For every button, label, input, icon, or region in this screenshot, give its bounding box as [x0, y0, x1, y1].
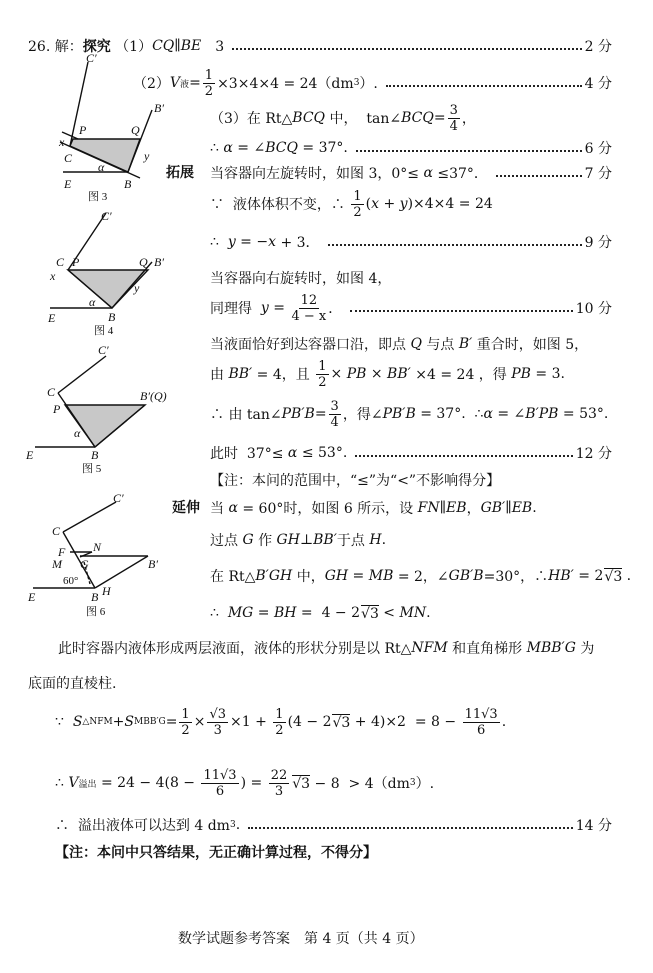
text-segment: S	[72, 714, 83, 730]
label-b: B	[108, 310, 116, 324]
text-segment: .	[622, 568, 632, 584]
text-segment: （2）	[133, 76, 170, 92]
label-e: E	[26, 448, 34, 462]
text-segment: ) =	[240, 775, 267, 791]
text-segment: 同理得	[210, 301, 261, 317]
denominator: 2	[181, 722, 190, 738]
text-segment: =	[348, 568, 369, 584]
text-segment: 和直角梯形	[447, 641, 527, 657]
text-segment: α	[287, 445, 298, 461]
text-segment: 9 分	[584, 235, 612, 251]
text-segment: 由	[210, 367, 229, 383]
text-segment: 作	[253, 533, 277, 549]
label-y: y	[144, 149, 150, 163]
label-c-prime: C′	[98, 343, 109, 357]
label-h: H	[102, 584, 111, 598]
figure-3-drawing	[60, 62, 152, 178]
text-segment: ×	[330, 366, 347, 382]
subscript: 溢出	[78, 779, 97, 790]
text-segment: PB′B	[281, 406, 315, 422]
text-segment: =	[165, 714, 178, 730]
numerator: 1	[204, 67, 214, 83]
numerator: 1	[275, 706, 284, 722]
numerator: 3	[330, 398, 339, 414]
text-segment: .	[501, 714, 507, 730]
label-e: E	[64, 177, 72, 191]
label-c-prime: C′	[101, 209, 112, 223]
text-segment: 中，	[292, 569, 325, 585]
figure-6-drawing	[33, 502, 148, 588]
text-segment: =30°，∴	[483, 569, 549, 585]
text-segment: ）.	[359, 76, 378, 92]
denominator: 2	[318, 374, 327, 390]
text-segment: = −	[235, 234, 269, 250]
text-segment: 14 分	[575, 818, 612, 834]
text-segment: Q	[410, 336, 422, 352]
label-c-prime: C′	[86, 51, 97, 65]
subscript: 液	[180, 79, 190, 90]
text-segment: = 2	[573, 568, 604, 584]
text-segment: 当液面恰好到达容器口沿，即点	[210, 337, 411, 353]
numerator: 11√3	[203, 767, 237, 783]
text-segment: ∴	[210, 140, 224, 156]
text-segment: x	[268, 234, 277, 250]
numerator: 22	[270, 767, 288, 783]
text-segment: 3	[201, 39, 225, 55]
text-segment: y	[399, 196, 408, 212]
text-segment: NFM	[411, 640, 448, 656]
label-n: N	[93, 540, 102, 554]
label-p: P	[72, 255, 80, 269]
text-segment: α	[423, 165, 433, 181]
text-segment: ∴	[210, 234, 228, 250]
label-alpha: α	[89, 295, 96, 309]
heading-expand: 拓展	[166, 165, 194, 181]
denominator: 3	[213, 722, 222, 738]
text-segment: =	[253, 605, 274, 621]
text-segment: GB′B	[448, 568, 484, 584]
figure-5-drawing	[35, 356, 145, 447]
text-segment: .	[381, 532, 387, 548]
label-b-prime: B′	[148, 557, 158, 571]
text-segment: FN∥EB	[417, 500, 467, 516]
text-segment: V	[68, 775, 79, 791]
text-segment: BCQ	[401, 110, 434, 126]
label-f: F	[58, 545, 66, 559]
text-segment: 4 分	[584, 76, 612, 92]
label-b: B	[91, 448, 99, 462]
text-segment: 12 分	[575, 446, 612, 462]
denominator: 3	[274, 783, 284, 799]
text-segment: 过点	[210, 533, 243, 549]
denominator: 6	[477, 722, 486, 738]
text-segment: 当	[210, 501, 229, 517]
denominator: 4 − x	[291, 308, 327, 324]
numerator: 1	[181, 706, 190, 722]
denominator: 4	[330, 414, 339, 430]
text-segment: ．	[328, 301, 343, 317]
text-segment: ）.	[415, 776, 435, 792]
text-segment: BH	[273, 605, 297, 621]
text-segment: ⊥	[299, 532, 314, 548]
denominator: 2	[204, 83, 214, 99]
label-e: E	[28, 590, 36, 604]
text-segment: = 4 − 2	[296, 605, 361, 621]
text-segment: 【注：本问的范围中，“≤”为“<”不影响得分】	[210, 473, 501, 489]
text-segment: MN	[399, 605, 427, 621]
label-x: x	[59, 135, 65, 149]
text-segment: + 3．	[276, 235, 320, 251]
text-segment: =	[189, 75, 201, 91]
square-root: √ 3	[361, 605, 379, 622]
text-segment: .	[532, 500, 537, 516]
text-segment: 当容器向右旋转时，如图 4，	[210, 271, 392, 287]
numerator: 3	[449, 102, 458, 118]
denominator: 4	[449, 118, 458, 134]
text-segment: ×	[366, 366, 388, 382]
text-segment: +	[112, 714, 125, 730]
label-c: C	[56, 255, 65, 269]
label-q: Q	[139, 255, 148, 269]
text-segment: ×	[193, 714, 206, 730]
text-segment: CQ∥BE	[152, 38, 202, 54]
text-segment: BB′	[228, 366, 253, 382]
text-segment: 探究	[82, 39, 111, 55]
text-segment: y	[260, 300, 269, 316]
numerator: 12	[300, 292, 318, 308]
superscript: 3	[353, 78, 360, 88]
text-segment: GB′∥EB	[480, 500, 533, 516]
figure-5-caption: 图 5	[82, 463, 102, 475]
text-segment: =	[268, 300, 290, 316]
text-segment: = 37°. ∴	[415, 406, 484, 422]
text-segment: (	[365, 196, 372, 212]
text-segment: BB′	[387, 366, 411, 382]
text-segment: B′	[458, 336, 473, 352]
text-segment: 6 分	[584, 141, 612, 157]
label-c: C	[47, 385, 56, 399]
text-segment: + 4)×2 = 8 −	[350, 714, 461, 730]
label-60-degrees: 60°	[63, 575, 79, 587]
figure-4-caption: 图 4	[94, 325, 114, 337]
text-segment: α	[223, 140, 233, 156]
text-segment: = 37°.	[297, 140, 348, 156]
text-segment: ∴	[210, 605, 228, 621]
text-segment: .	[235, 817, 241, 833]
text-segment: ，	[461, 111, 476, 127]
text-segment: HB′	[548, 568, 574, 584]
text-segment: ≤ 53°.	[297, 445, 348, 461]
text-segment: = 3.	[530, 366, 565, 382]
numerator: 1	[353, 188, 362, 204]
text-segment: 底面的直棱柱.	[28, 676, 117, 692]
denominator: 6	[215, 783, 225, 799]
text-segment: 为	[575, 641, 595, 657]
text-segment: <	[378, 605, 400, 621]
text-segment: 在 Rt△	[210, 569, 256, 585]
text-segment: ×1 +	[230, 714, 272, 730]
text-segment: ，得∠	[342, 407, 383, 423]
text-segment: = 2，∠	[393, 569, 449, 585]
text-segment: H	[369, 532, 382, 548]
square-root: √ 3	[292, 775, 310, 792]
numerator: 1	[318, 358, 327, 374]
text-segment: x	[371, 196, 380, 212]
text-segment: =	[433, 110, 446, 126]
text-segment: = 60°时，如图 6 所示，设	[237, 501, 418, 517]
label-c: C	[64, 151, 73, 165]
denominator: 2	[353, 204, 362, 220]
text-segment: B′GH	[255, 568, 293, 584]
text-segment: 于点	[336, 533, 370, 549]
label-p: P	[53, 402, 61, 416]
text-segment: +	[379, 196, 400, 212]
square-root: √ 3	[604, 568, 622, 585]
text-segment: = ∠	[492, 406, 526, 422]
label-e: E	[48, 311, 56, 325]
text-segment: ∴ 溢出液体可以达到 4 dm	[55, 818, 230, 834]
label-alpha: α	[98, 160, 105, 174]
text-segment: MG	[227, 605, 254, 621]
text-segment: 26. 解：	[28, 39, 83, 55]
label-b-prime: B′	[154, 255, 164, 269]
text-segment: 当容器向左旋转时，如图 3，0°≤	[210, 166, 424, 182]
numerator: 11√3	[464, 706, 498, 722]
text-segment: =	[314, 406, 327, 422]
superscript: 3	[409, 778, 416, 788]
text-segment: V	[169, 75, 181, 91]
square-root: √ 3	[332, 714, 350, 731]
text-segment: ∵ 液体体积不变，∴	[210, 197, 350, 213]
text-segment: 此时 37°≤	[210, 446, 288, 462]
label-b: B	[91, 590, 99, 604]
text-segment: = 53°.	[558, 406, 609, 422]
text-segment: ∴	[55, 775, 69, 791]
text-segment: 2 分	[584, 39, 612, 55]
text-segment: )×4×4 = 24	[407, 196, 493, 212]
label-m: M	[52, 557, 62, 571]
label-x: x	[50, 269, 56, 283]
numerator: √3	[209, 706, 226, 722]
text-segment: 中， tan∠	[325, 111, 402, 127]
text-segment: (4 − 2	[287, 714, 332, 730]
text-segment: GH	[324, 568, 349, 584]
text-segment: − 8 > 4（dm	[310, 776, 410, 792]
figure-3-caption: 图 3	[88, 191, 108, 203]
text-segment: （3）在 Rt△	[210, 111, 293, 127]
text-segment: 重合时，如图 5，	[472, 337, 589, 353]
denominator: 2	[275, 722, 284, 738]
text-segment: ∵	[55, 714, 73, 730]
text-segment: 数学试题参考答案 第 4 页（共 4 页）	[178, 931, 424, 947]
text-segment: BCQ	[292, 110, 326, 126]
text-segment: B′PB	[525, 406, 559, 422]
figure-6-caption: 图 6	[86, 606, 106, 618]
text-segment: PB′B	[382, 406, 416, 422]
superscript: 3	[229, 820, 236, 830]
text-segment: 7 分	[584, 166, 612, 182]
label-alpha: α	[74, 426, 81, 440]
text-segment: GH	[276, 532, 300, 548]
text-segment: ×3×4×4 = 24（dm	[217, 76, 354, 92]
text-segment: α	[228, 500, 238, 516]
subscript: MBB′G	[134, 717, 166, 727]
text-segment: PB	[346, 366, 367, 382]
label-b: B	[124, 177, 132, 191]
text-segment: ×4 = 24 ，得	[410, 367, 512, 383]
text-segment: BCQ	[265, 140, 298, 156]
text-segment: S	[124, 714, 134, 730]
label-b-prime: B′	[154, 101, 164, 115]
text-segment: BB′	[313, 532, 337, 548]
text-segment: 10 分	[575, 301, 612, 317]
text-segment: ≤37°．	[432, 166, 488, 182]
text-segment: ，	[466, 501, 481, 517]
text-segment: α	[483, 406, 493, 422]
text-segment: MBB′G	[526, 640, 576, 656]
label-c-prime: C′	[113, 491, 124, 505]
text-segment: ∴ 由 tan∠	[210, 407, 282, 423]
text-segment: 此时容器内液体形成两层液面，液体的形状分别是以 Rt△	[58, 641, 412, 657]
label-c: C	[52, 524, 61, 538]
text-segment: = ∠	[232, 140, 266, 156]
label-y: y	[134, 281, 140, 295]
text-segment: G	[242, 532, 254, 548]
label-p: P	[79, 123, 87, 137]
text-segment: y	[227, 234, 236, 250]
text-segment: = 24 − 4(8 −	[96, 775, 200, 791]
heading-extend: 延伸	[172, 500, 200, 516]
label-g: G	[80, 557, 89, 571]
text-segment: 与点	[421, 337, 459, 353]
text-segment: MB	[368, 568, 394, 584]
text-segment: PB	[511, 366, 531, 382]
subscript: △NFM	[82, 717, 113, 727]
text-segment: （1）	[110, 39, 153, 55]
text-segment: = 4，且	[252, 367, 315, 383]
label-b-prime-q: B′(Q)	[140, 389, 167, 403]
label-q: Q	[131, 123, 140, 137]
text-segment: 【注：本问中只答结果，无正确计算过程，不得分】	[55, 845, 377, 861]
text-segment: .	[426, 605, 431, 621]
